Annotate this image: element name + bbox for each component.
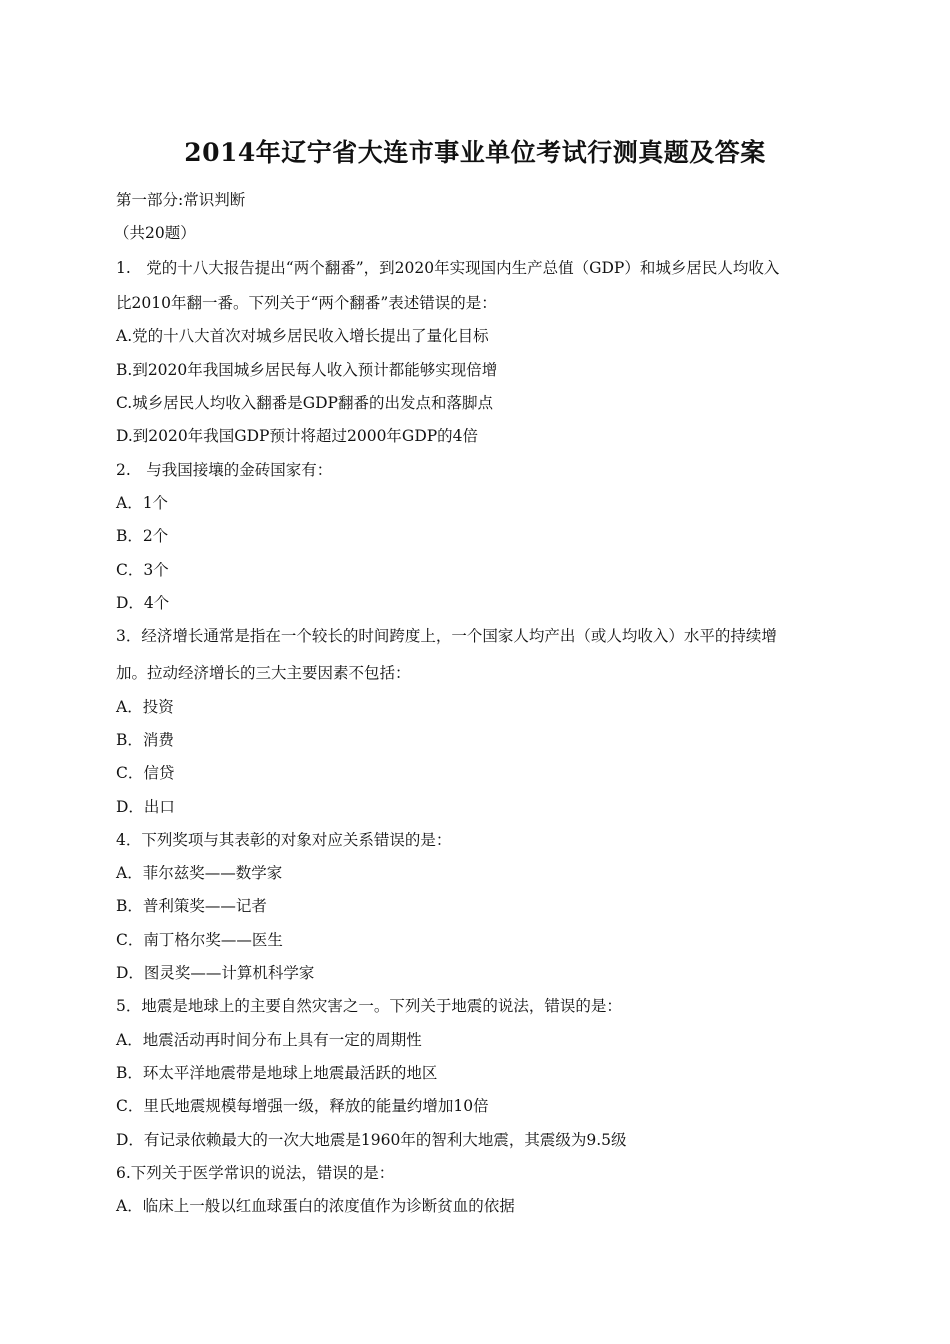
question-1-option-c: C.城乡居民人均收入翻番是GDP翻番的出发点和落脚点 bbox=[116, 394, 493, 412]
question-2-option-c: C．3个 bbox=[116, 561, 169, 579]
question-4-option-d: D．图灵奖——计算机科学家 bbox=[116, 964, 315, 982]
question-6-stem: 6.下列关于医学常识的说法，错误的是： bbox=[116, 1164, 395, 1182]
question-3-stem-line-1: 3．经济增长通常是指在一个较长的时间跨度上，一个国家人均产出（或人均收入）水平的持续增 bbox=[116, 627, 777, 645]
question-5-stem: 5．地震是地球上的主要自然灾害之一。下列关于地震的说法，错误的是： bbox=[116, 997, 622, 1015]
question-3-stem-line-2: 加。拉动经济增长的三大主要因素不包括： bbox=[116, 664, 411, 682]
question-4-option-a: A．菲尔兹奖——数学家 bbox=[116, 864, 283, 882]
question-1-option-b: B.到2020年我国城乡居民每人收入预计都能够实现倍增 bbox=[116, 361, 498, 379]
question-2-stem: 2. 与我国接壤的金砖国家有： bbox=[116, 461, 333, 479]
question-1-option-a: A.党的十八大首次对城乡居民收入增长提出了量化目标 bbox=[116, 327, 489, 345]
question-3-option-b: B．消费 bbox=[116, 731, 174, 749]
question-5-option-a: A．地震活动再时间分布上具有一定的周期性 bbox=[116, 1031, 422, 1049]
question-2-option-d: D．4个 bbox=[116, 594, 170, 612]
question-count: （共20题） bbox=[114, 224, 196, 242]
question-4-option-c: C．南丁格尔奖——医生 bbox=[116, 931, 283, 949]
question-3-option-a: A．投资 bbox=[116, 698, 174, 716]
section-heading: 第一部分:常识判断 bbox=[116, 191, 246, 209]
question-2-option-b: B．2个 bbox=[116, 527, 169, 545]
question-5-option-d: D．有记录依赖最大的一次大地震是1960年的智利大地震，其震级为9.5级 bbox=[116, 1131, 627, 1149]
question-5-option-b: B．环太平洋地震带是地球上地震最活跃的地区 bbox=[116, 1064, 438, 1082]
question-3-option-d: D．出口 bbox=[116, 798, 175, 816]
document-title: 2014年辽宁省大连市事业单位考试行测真题及答案 bbox=[184, 138, 766, 167]
question-1-stem-line-2: 比2010年翻一番。下列关于“两个翻番”表述错误的是： bbox=[116, 294, 497, 312]
question-4-stem: 4．下列奖项与其表彰的对象对应关系错误的是： bbox=[116, 831, 452, 849]
question-1-option-d: D.到2020年我国GDP预计将超过2000年GDP的4倍 bbox=[116, 427, 479, 445]
question-6-option-a: A．临床上一般以红血球蛋白的浓度值作为诊断贫血的依据 bbox=[116, 1197, 515, 1215]
question-2-option-a: A．1个 bbox=[116, 494, 169, 512]
question-4-option-b: B．普利策奖——记者 bbox=[116, 897, 267, 915]
question-3-option-c: C．信贷 bbox=[116, 764, 175, 782]
question-1-stem-line-1: 1. 党的十八大报告提出“两个翻番”，到2020年实现国内生产总值（GDP）和城乡居民人均收入 bbox=[116, 259, 780, 277]
question-5-option-c: C．里氏地震规模每增强一级，释放的能量约增加10倍 bbox=[116, 1097, 489, 1115]
